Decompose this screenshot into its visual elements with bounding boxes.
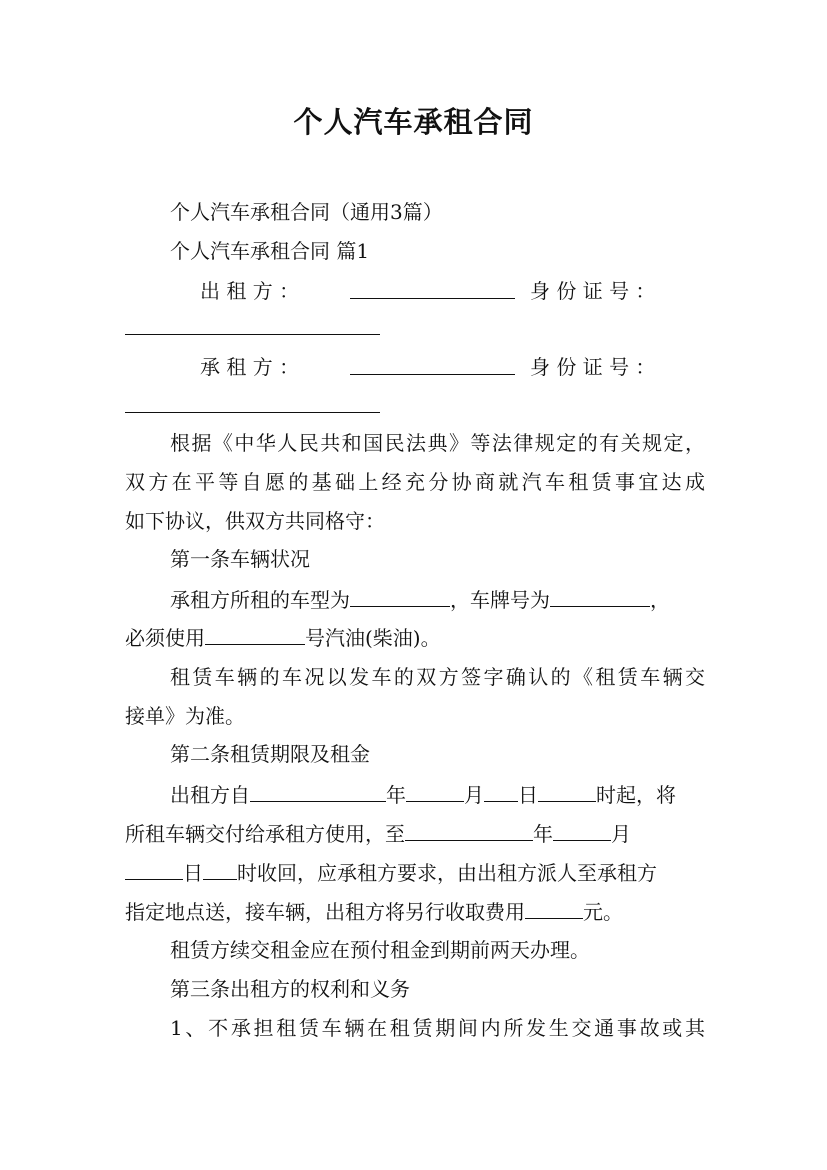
article-2-line-1 [170, 779, 705, 810]
start-hour-blank [538, 779, 596, 802]
text-segment: 承租方所租的车型为 [170, 588, 350, 612]
article-2-heading: 第二条租赁期限及租金 [170, 742, 370, 766]
article-1-para-2-line-2: 接单》为准。 [125, 704, 245, 728]
lessee-name-blank [350, 374, 515, 375]
start-year-blank [250, 779, 386, 802]
subtitle: 个人汽车承租合同（通用3篇） [170, 200, 443, 224]
preamble-line-1: 根据《中华人民共和国民法典》等法律规定的有关规定， [170, 431, 705, 455]
article-1-line-1 [170, 584, 705, 615]
lessee-id-blank [125, 412, 380, 413]
article-2-line-2 [125, 818, 705, 849]
text-segment: 日 [518, 783, 538, 807]
start-month-blank [406, 779, 464, 802]
text-segment: 日 [183, 861, 203, 885]
article-3-heading: 第三条出租方的权利和义务 [170, 977, 410, 1001]
text-segment: 月 [464, 783, 484, 807]
article-1-heading: 第一条车辆状况 [170, 547, 310, 571]
text-segment: 出租方自 [170, 783, 250, 807]
plate-number-blank [550, 584, 650, 607]
end-month-blank [553, 818, 611, 841]
text-segment: 月 [611, 822, 631, 846]
end-year-blank [405, 818, 533, 841]
text-segment: 元。 [583, 900, 623, 924]
lessor-label: 出 租 方 ： [200, 279, 300, 303]
text-segment: ， [650, 588, 670, 612]
fuel-type-blank [205, 622, 305, 645]
start-day-blank [484, 779, 518, 802]
lessor-name-blank [350, 298, 515, 299]
text-segment: 年 [386, 783, 406, 807]
article-2-line-3 [125, 857, 705, 888]
document-title: 个人汽车承租合同 [293, 105, 534, 139]
preamble-line-2: 双方在平等自愿的基础上经充分协商就汽车租赁事宜达成 [125, 470, 705, 494]
text-segment: 年 [533, 822, 553, 846]
article-1-para-2-line-1: 租赁车辆的车况以发车的双方签字确认的《租赁车辆交 [170, 665, 705, 689]
lessee-label: 承 租 方 ： [200, 355, 300, 379]
end-day-blank [125, 857, 183, 880]
end-hour-blank [203, 857, 237, 880]
text-segment: 指定地点送，接车辆，出租方将另行收取费用 [125, 900, 525, 924]
delivery-fee-blank [525, 896, 583, 919]
text-segment: 必须使用 [125, 626, 205, 650]
article-2-para-2: 租赁方续交租金应在预付租金到期前两天办理。 [170, 938, 590, 962]
text-segment: ，车牌号为 [450, 588, 550, 612]
text-segment: 号汽油(柴油)。 [305, 626, 441, 650]
article-2-line-4 [125, 896, 705, 927]
article-1-line-2 [125, 622, 705, 653]
lessor-id-blank [125, 334, 380, 335]
lessee-id-label: 身 份 证 号 ： [530, 355, 656, 379]
text-segment: 时收回，应承租方要求，由出租方派人至承租方 [237, 861, 657, 885]
preamble-line-3: 如下协议，供双方共同格守： [125, 509, 385, 533]
article-3-line-1: 1、不承担租赁车辆在租赁期间内所发生交通事故或其 [170, 1016, 705, 1040]
text-segment: 时起，将 [596, 783, 676, 807]
lessor-id-label: 身 份 证 号 ： [530, 279, 656, 303]
text-segment: 所租车辆交付给承租方使用，至 [125, 822, 405, 846]
car-model-blank [350, 584, 450, 607]
part-heading: 个人汽车承租合同 篇1 [170, 239, 370, 263]
